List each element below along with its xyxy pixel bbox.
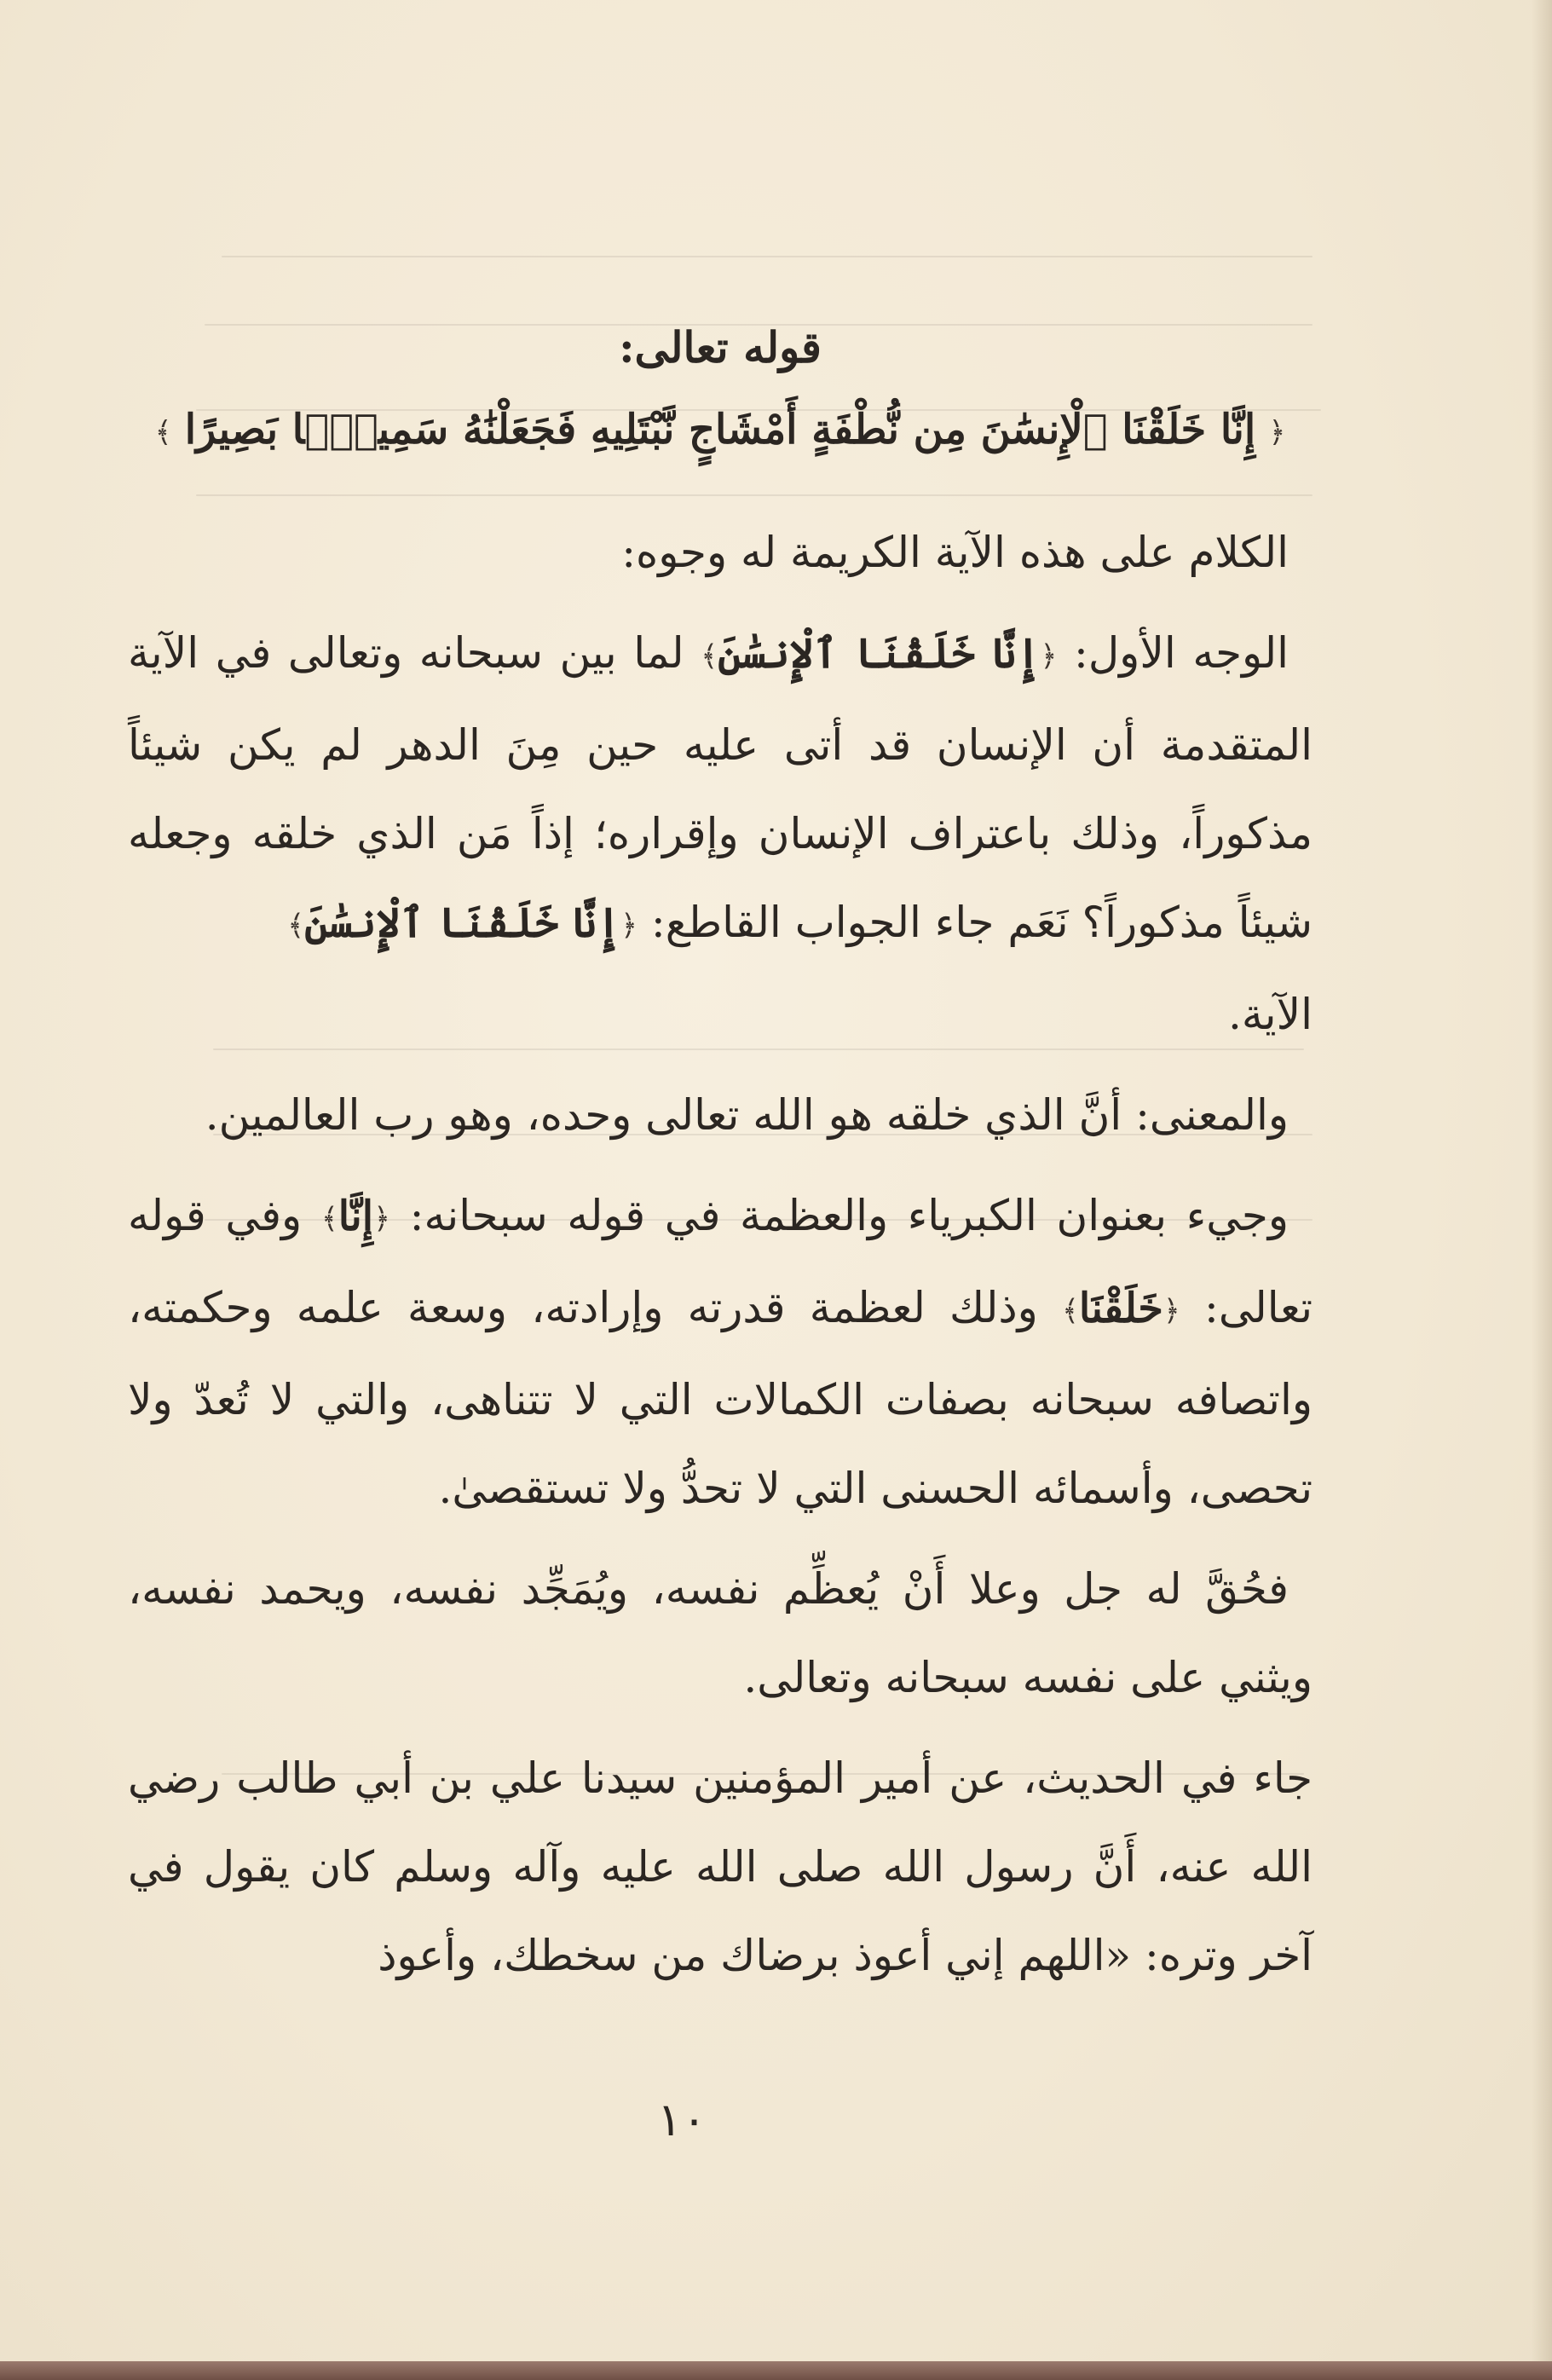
ornate-bracket-close: ﴾	[154, 415, 172, 450]
majesty-paragraph	[128, 1171, 1313, 1533]
majesty-part-c: وذلك لعظمة قدرته وإرادته، وسعة علمه وحكمته، واتصافه سبحانه بصفات الكمالات التي لا تتناهى، والتي لا تُعدّ ولا تحصى، وأسمائه الحسنى التي لا تحدُّ ولا تستقصىٰ.	[128, 1282, 1313, 1513]
ornate-bracket-close: ﴾	[287, 908, 305, 943]
first-aspect-paragraph	[128, 609, 1313, 1059]
ornate-bracket-open: ﴿	[1163, 1293, 1180, 1328]
quoted-verse: إِنَّا خَلَقْنَا ٱلْإِنسَٰنَ	[718, 629, 1041, 678]
page-edge-shadow	[1532, 0, 1552, 2380]
verse-text: إِنَّا خَلَقْنَا ٱلْإِنسَٰنَ مِن نُّطْفَةٍ أَمْشَاجٍ نَّبْتَلِيهِ فَجَعَلْنَٰهُ سَمِيعًۢا بَصِيرًا	[184, 406, 1256, 453]
show-through-line	[222, 256, 1313, 257]
quoted-word: إِنَّا	[338, 1192, 374, 1240]
majesty-part-a: وجيء بعنوان الكبرياء والعظمة في قوله سبحانه:	[409, 1190, 1289, 1240]
ornate-bracket-close: ﴾	[320, 1201, 338, 1236]
ornate-bracket-open: ﴿	[1268, 415, 1286, 450]
page-text	[128, 307, 1313, 2012]
ornate-bracket-close: ﴾	[701, 638, 718, 673]
ornate-bracket-open: ﴿	[373, 1201, 390, 1236]
page-number: ١٠	[656, 2093, 707, 2146]
first-aspect-end: الآية.	[1227, 989, 1313, 1039]
intro-paragraph: الكلام على هذه الآية الكريمة له وجوه:	[621, 527, 1289, 577]
ornate-bracket-open: ﴿	[620, 908, 638, 943]
ornate-bracket-close: ﴾	[1061, 1293, 1079, 1328]
quoted-verse: إِنَّا خَلَقْنَا ٱلْإِنسَٰنَ	[304, 898, 621, 947]
heading: قوله تعالى:	[619, 322, 822, 373]
hadith-paragraph: جاء في الحديث، عن أمير المؤمنين سيدنا علي بن أبي طالب رضي الله عنه، أَنَّ رسول الله صلى الله عليه وآله وسلم كان يقول في آخر وتره: «اللهم إني أعوذ برضاك من سخطك، وأعوذ	[128, 1753, 1313, 1980]
first-aspect-lead: الوجه الأول:	[1074, 627, 1289, 678]
first-aspect-body: لما بين سبحانه وتعالى في الآية المتقدمة أن الإنسان قد أتى عليه حين مِنَ الدهر لم يكن شيئاً مذكوراً، وذلك باعتراف الإنسان وإقراره؛ إذاً مَن الذي خلقه وجعله شيئاً مذكوراً؟ نَعَم جاء الجواب القاطع:	[128, 627, 1313, 947]
majesty-part-b: وفي قوله تعالى:	[128, 1190, 1313, 1332]
ornate-bracket-open: ﴿	[1040, 638, 1058, 673]
meaning-paragraph: والمعنى: أنَّ الذي خلقه هو الله تعالى وحده، وهو رب العالمين.	[205, 1089, 1289, 1140]
quran-verse	[128, 389, 1313, 474]
book-cover-edge	[0, 2361, 1552, 2380]
glorification-paragraph: فحُقَّ له جل وعلا أَنْ يُعظِّم نفسه، ويُمَجِّد نفسه، ويحمد نفسه، ويثني على نفسه سبحانه وتعالى.	[128, 1563, 1313, 1702]
quoted-word: خَلَقْنَا	[1078, 1284, 1163, 1332]
